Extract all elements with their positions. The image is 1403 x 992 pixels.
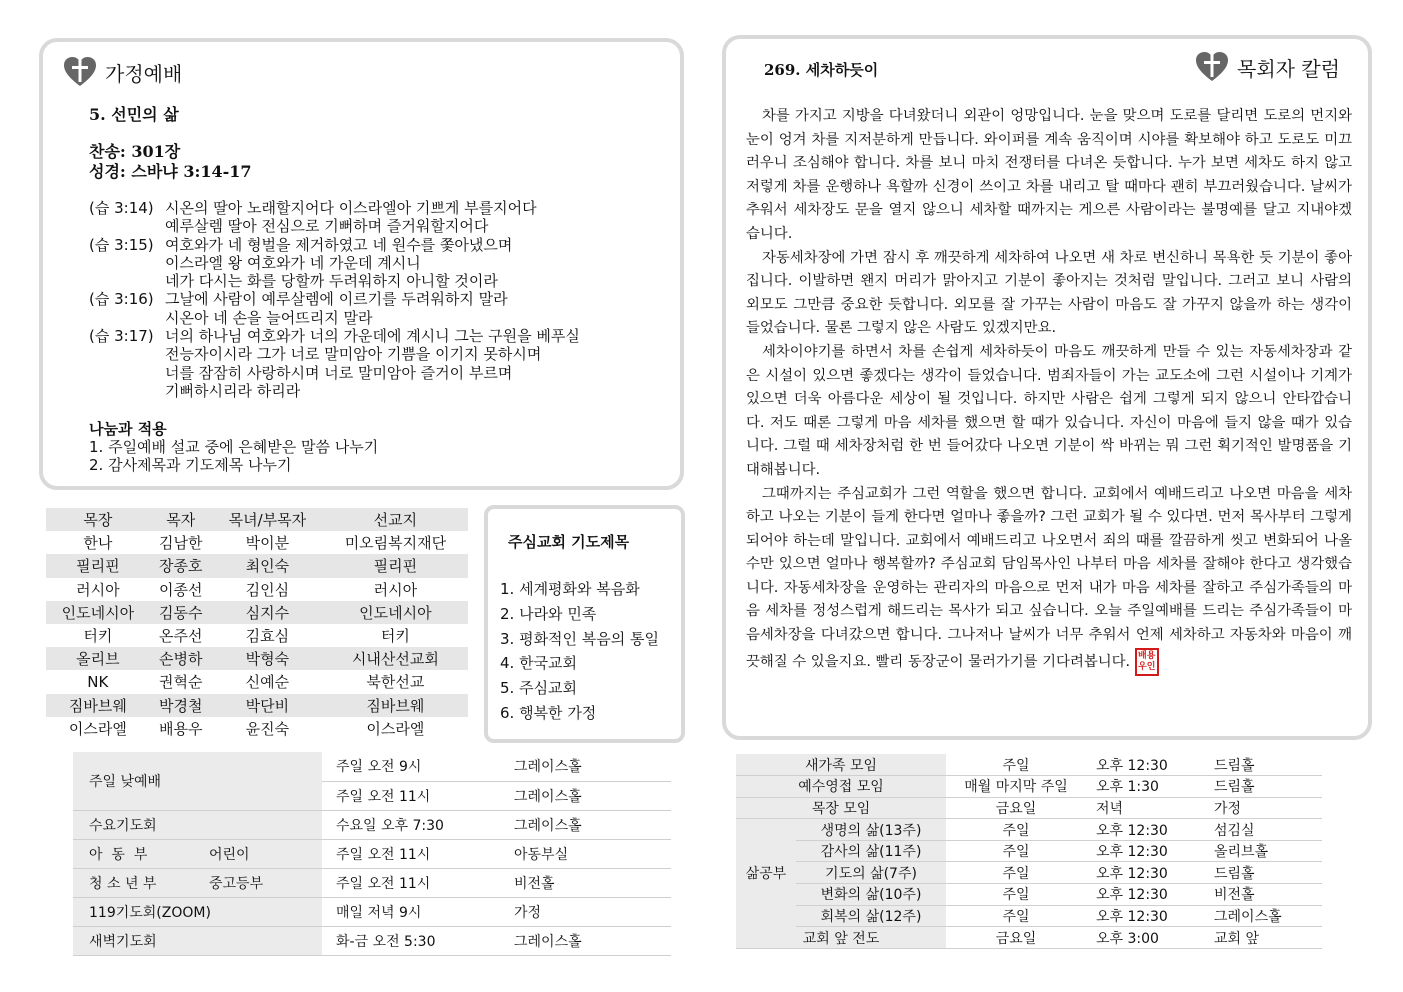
share-item: 1. 주일예배 설교 중에 은혜받은 말씀 나누기	[89, 438, 379, 456]
verse-lines	[165, 327, 580, 400]
dept-sub: 중고등부	[209, 875, 264, 892]
table-row	[73, 897, 671, 926]
missionary-header-row	[46, 508, 468, 531]
table-row	[46, 531, 468, 554]
group-name: 회복의 삶(12주)	[796, 905, 946, 927]
table-row	[73, 868, 671, 897]
group-place: 비전홀	[1208, 884, 1322, 906]
dept-name: 청 소 년 부	[89, 875, 157, 892]
table-cell: 심지수	[245, 603, 290, 622]
group-place: 드림홀	[1208, 776, 1322, 798]
service-place: 그레이스홀	[500, 810, 671, 839]
table-cell: 인도네시아	[359, 603, 432, 622]
verse-reference: (습 3:14)	[89, 199, 154, 217]
table-cell: 필리핀	[373, 557, 418, 576]
verse-line: 시온의 딸아 노래할지어다 이스라엘아 기쁘게 부를지어다	[165, 199, 537, 217]
prayer-item: 2. 나라와 민족	[500, 604, 597, 623]
column-paragraph: 차를 가지고 지방을 다녀왔더니 외관이 엉망입니다. 눈을 맞으며 도로를 달리면 도로의 먼지와 눈이 엉겨 차를 지저분하게 만듭니다. 와이퍼를 계속 움직이며 시야를 확보해야 하고 도로도 미끄러우니 조심해야 합니다. 차를 보니 마치 전쟁터를 다녀온 듯합니다. 누가 보면 세차도 하지 않고 저렇게 차를 운행하나 욕할까 신경이 쓰이고 차를 내리고 탈 때마다 괜히 부끄러웠습니다. 날씨가 추워서 세차장도 문을 열지 않으니 세차할 때까지는 게으른 사람이라는 불명예를 달고 지내야겠습니다.	[746, 108, 1352, 242]
table-row	[46, 694, 468, 717]
group-time: 오후 12:30	[1086, 905, 1208, 927]
table-cell: 김동수	[159, 603, 203, 622]
table-cell: 터키	[380, 627, 410, 646]
group-name: 교회 앞 전도	[736, 927, 946, 949]
verse-reference: (습 3:15)	[89, 235, 154, 254]
table-cell: NK	[87, 672, 109, 691]
table-row	[46, 554, 468, 577]
group-day: 주일	[946, 754, 1086, 776]
scripture-reference: 성경: 스바냐 3:14-17	[89, 162, 252, 181]
service-time: 주일 오전 11시	[322, 839, 500, 868]
service-place: 그레이스홀	[500, 752, 671, 781]
scripture-verses	[89, 199, 580, 400]
prayer-item: 4. 한국교회	[500, 654, 578, 673]
service-name	[73, 868, 322, 897]
table-row	[736, 840, 1322, 862]
group-time: 오후 3:00	[1086, 927, 1208, 949]
group-name: 예수영접 모임	[736, 776, 946, 798]
table-cell: 미오림복지재단	[344, 534, 447, 553]
author-seal: 배용 우인	[1135, 648, 1159, 676]
prayer-item: 3. 평화적인 복음의 통일	[500, 629, 660, 648]
table-cell: 짐바브웨	[68, 696, 127, 715]
verse-block	[89, 327, 580, 400]
group-name: 생명의 삶(13주)	[796, 819, 946, 841]
verse-lines	[165, 290, 508, 327]
group-day: 주일	[946, 884, 1086, 906]
verse-block	[89, 290, 580, 327]
table-cell: 신예순	[245, 673, 290, 692]
group-name: 감사의 삶(11주)	[796, 840, 946, 862]
group-place: 교회 앞	[1208, 927, 1322, 949]
column-header: 선교지	[373, 511, 418, 530]
column-paragraph-text: 그때까지는 주심교회가 그런 역할을 했으면 합니다. 교회에서 예배드리고 나오면 마음을 세차하고 나오는 기분이 들게 한다면 얼마나 좋을까? 그런 교회가 될 수 있다면. 먼저 목사부터 그렇게 되어야 하는데 말입니다. 교회에서 예배드리고 나오면서 죄의 때를 깔끔하게 씻고 변화되어 나올 수만 있으면 얼마나 행복할까? 주심교회 담임목사인 나부터 마음 세차를 잘해야 한다고 생각했습니다. 자동세차장을 운영하는 관리자의 마음으로 먼저 내가 마음 세차를 잘하고 주심가족들의 마음 세차를 정성스럽게 해드리는 목사가 되고 싶습니다. 오늘 주일예배를 드리는 주심가족들이 마음세차장을 다녀갔으면 합니다. 그나저나 날씨가 너무 추워서 언제 세차하고 자동차와 마음이 깨끗해질 수 있을지요. 빨리 동장군이 물러가기를 기다려봅니다.	[746, 485, 1352, 670]
table-row	[736, 905, 1322, 927]
column-header	[1195, 51, 1340, 83]
table-row	[736, 776, 1322, 798]
group-place: 가정	[1208, 797, 1322, 819]
group-schedule-table	[736, 754, 1322, 949]
group-name: 변화의 삶(10주)	[796, 884, 946, 906]
table-row	[736, 862, 1322, 884]
group-time: 저녁	[1086, 797, 1208, 819]
worship-header	[63, 56, 182, 88]
table-row	[736, 884, 1322, 906]
column-number-title: 269. 세차하듯이	[764, 61, 879, 79]
column-body	[746, 105, 1352, 676]
family-worship-panel	[39, 38, 684, 490]
table-cell: 터키	[83, 627, 113, 646]
column-header: 목녀/부목자	[228, 511, 307, 530]
group-day: 매월 마지막 주일	[946, 776, 1086, 798]
table-cell: 박이분	[245, 534, 290, 553]
prayer-title: 주심교회 기도제목	[508, 533, 630, 551]
service-place: 그레이스홀	[500, 781, 671, 810]
service-time: 화-금 오전 5:30	[322, 926, 500, 955]
table-row	[73, 752, 671, 781]
service-time: 매일 저녁 9시	[322, 897, 500, 926]
verse-line: 시온아 네 손을 늘어뜨리지 말라	[165, 308, 373, 327]
verse-block	[89, 236, 580, 291]
table-cell: 필리핀	[76, 557, 120, 576]
dept-name: 아 동 부	[89, 846, 148, 863]
heart-cross-icon	[1195, 51, 1229, 83]
service-place: 아동부실	[500, 839, 671, 868]
table-cell: 짐바브웨	[366, 696, 425, 715]
table-cell: 이스라엘	[366, 719, 425, 738]
table-row	[46, 578, 468, 601]
verse-line: 여호와가 네 형벌을 제거하였고 네 원수를 쫓아냈으며	[165, 235, 513, 254]
group-time: 오후 12:30	[1086, 819, 1208, 841]
table-cell: 최인숙	[245, 557, 290, 576]
table-cell: 박형숙	[245, 650, 290, 669]
table-row	[46, 647, 468, 670]
group-place: 올리브홀	[1208, 840, 1322, 862]
verse-reference: (습 3:17)	[89, 327, 154, 346]
table-cell: 윤진숙	[245, 719, 290, 738]
column-title: 목회자 칼럼	[1237, 56, 1340, 81]
service-place: 가정	[500, 897, 671, 926]
share-title: 나눔과 적용	[89, 420, 167, 438]
column-paragraph: 세차이야기를 하면서 차를 손쉽게 세차하듯이 마음도 깨끗하게 만들 수 있는 자동세차장과 같은 시설이 있으면 좋겠다는 생각이 들었습니다. 범죄자들이 가는 교도소에 그런 시설이나 기계가 있으면 더욱 아름다운 세상이 될 것입니다. 하지만 사람은 쉽게 그렇게 되지 않으니 안타깝습니다. 저도 때론 그렇게 마음 세차를 했으면 할 때가 있습니다. 자신이 마음에 들지 않을 때가 있습니다. 그럴 때 세차장처럼 한 번 들어갔다 나오면 기분이 싹 바뀌는 뭐 그런 획기적인 발명품을 기대해봅니다.	[746, 343, 1352, 478]
verse-line: 예루살렘 딸아 전심으로 기뻐하며 즐거워할지어다	[165, 217, 489, 236]
verse-block	[89, 199, 580, 236]
table-cell: 박경철	[159, 696, 203, 715]
prayer-item: 6. 행복한 가정	[500, 703, 597, 722]
verse-lines	[165, 199, 537, 236]
missionary-table	[46, 508, 468, 740]
service-name: 주일 낮예배	[73, 752, 322, 810]
lesson-title: 5. 선민의 삶	[89, 105, 179, 124]
table-cell: 시내산선교회	[351, 650, 439, 669]
table-cell: 러시아	[373, 580, 418, 599]
table-row	[736, 927, 1322, 949]
table-row	[736, 754, 1322, 776]
heart-cross-icon	[63, 56, 97, 88]
prayer-list	[500, 577, 659, 726]
dept-sub: 어린이	[209, 846, 250, 863]
group-name: 새가족 모임	[736, 754, 946, 776]
verse-line: 전능자이시라 그가 너로 말미암아 기쁨을 이기지 못하시며	[165, 345, 542, 364]
group-place: 드림홀	[1208, 862, 1322, 884]
table-row	[736, 819, 1322, 841]
table-cell: 이종선	[159, 580, 203, 599]
prayer-topics-panel	[484, 505, 685, 743]
share-item: 2. 감사제목과 기도제목 나누기	[89, 456, 292, 474]
group-place: 그레이스홀	[1208, 905, 1322, 927]
verse-line: 네가 다시는 화를 당할까 두려워하지 아니할 것이라	[165, 272, 498, 291]
column-header: 목자	[166, 511, 196, 530]
service-name	[73, 839, 322, 868]
verse-line: 너를 잠잠히 사랑하시며 너로 말미암아 즐거이 부르며	[165, 363, 513, 382]
table-cell: 김효심	[245, 627, 290, 646]
group-name: 기도의 삶(7주)	[796, 862, 946, 884]
verse-lines	[165, 236, 512, 291]
service-time: 주일 오전 9시	[322, 752, 500, 781]
table-row	[46, 670, 468, 693]
table-cell: 북한선교	[366, 673, 425, 692]
table-cell: 한나	[83, 534, 113, 553]
table-cell: 올리브	[76, 650, 120, 669]
verse-line: 이스라엘 왕 여호와가 네 가운데 계시니	[165, 253, 421, 272]
table-row	[46, 624, 468, 647]
group-time: 오후 12:30	[1086, 754, 1208, 776]
worship-title: 가정예배	[105, 61, 183, 86]
prayer-item: 5. 주심교회	[500, 679, 578, 698]
table-cell: 손병하	[159, 650, 203, 669]
service-schedule-table	[73, 752, 671, 956]
verse-line: 기뻐하시리라 하리라	[165, 381, 301, 400]
table-row	[46, 601, 468, 624]
group-time: 오후 12:30	[1086, 840, 1208, 862]
table-cell: 배용우	[159, 719, 203, 738]
group-time: 오후 12:30	[1086, 884, 1208, 906]
service-name: 수요기도회	[73, 810, 322, 839]
service-time: 수요일 오후 7:30	[322, 810, 500, 839]
table-cell: 장종호	[159, 557, 203, 576]
group-name: 목장 모임	[736, 797, 946, 819]
verse-line: 너의 하나님 여호와가 너의 가운데에 계시니 그는 구원을 베푸실	[165, 327, 580, 346]
table-cell: 인도네시아	[61, 603, 135, 622]
service-name: 119기도회(ZOOM)	[73, 897, 322, 926]
column-header: 목장	[83, 511, 113, 530]
column-paragraph	[746, 483, 1352, 676]
table-cell: 러시아	[76, 580, 120, 599]
group-day: 주일	[946, 905, 1086, 927]
service-time: 주일 오전 11시	[322, 868, 500, 897]
verse-line: 그날에 사람이 예루살렘에 이르기를 두려워하지 말라	[165, 290, 508, 309]
table-row	[73, 839, 671, 868]
table-row	[73, 926, 671, 955]
table-cell: 김인심	[245, 580, 290, 599]
group-day: 주일	[946, 840, 1086, 862]
prayer-item: 1. 세계평화와 복음화	[500, 580, 640, 598]
group-day: 주일	[946, 819, 1086, 841]
pastor-column-panel	[722, 35, 1372, 740]
life-study-label: 삶공부	[736, 819, 796, 927]
group-place: 섬김실	[1208, 819, 1322, 841]
group-day: 금요일	[946, 797, 1086, 819]
table-row	[736, 797, 1322, 819]
table-cell: 김남한	[159, 534, 203, 553]
verse-reference: (습 3:16)	[89, 290, 154, 309]
table-cell: 박단비	[245, 696, 290, 715]
service-place: 그레이스홀	[500, 926, 671, 955]
group-day: 주일	[946, 862, 1086, 884]
table-cell: 온주선	[159, 627, 203, 646]
hymn-scripture	[89, 142, 252, 182]
group-day: 금요일	[946, 927, 1086, 949]
service-name: 새벽기도회	[73, 926, 322, 955]
group-place: 드림홀	[1208, 754, 1322, 776]
table-cell: 권혁순	[159, 673, 203, 692]
hymn-number: 찬송: 301장	[89, 142, 181, 161]
column-paragraph: 자동세차장에 가면 잠시 후 깨끗하게 세차하여 나오면 새 차로 변신하니 목욕한 듯 기분이 좋아집니다. 이발하면 왠지 머리가 맑아지고 기분이 좋아지는 것처럼 말입니다. 그러고 보니 사람의 외모도 그만큼 중요한 듯합니다. 외모를 잘 가꾸는 사람이 마음도 잘 가꾸지 않을까 하는 생각이 들었습니다. 물론 그렇지 않은 사람도 있겠지만요.	[746, 249, 1352, 337]
group-time: 오후 1:30	[1086, 776, 1208, 798]
group-time: 오후 12:30	[1086, 862, 1208, 884]
service-time: 주일 오전 11시	[322, 781, 500, 810]
service-place: 비전홀	[500, 868, 671, 897]
table-cell: 이스라엘	[68, 719, 127, 738]
table-row	[73, 810, 671, 839]
table-row	[46, 717, 468, 740]
share-section	[89, 420, 378, 474]
